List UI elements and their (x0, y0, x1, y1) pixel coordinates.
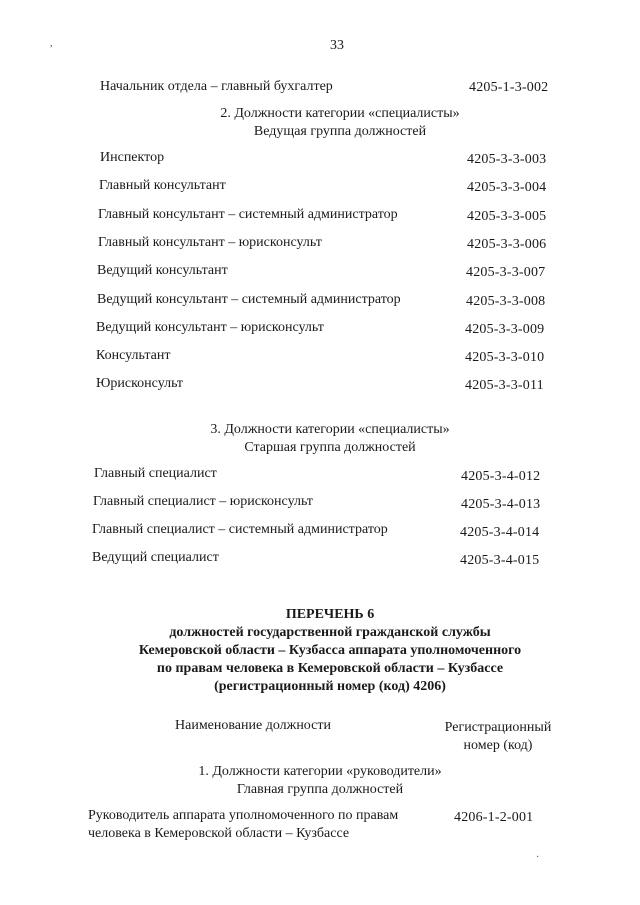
section-subheading: Ведущая группа должностей (253, 124, 427, 139)
section-heading: 3. Должности категории «специалисты» (210, 422, 450, 437)
page-number: 33 (330, 38, 344, 53)
list-title-line: по правам человека в Кемеровской области – Кузбассе (156, 661, 504, 676)
position-title: Главный специалист (94, 466, 217, 481)
position-code: 4205-3-3-008 (466, 294, 546, 309)
position-code: 4205-3-3-010 (465, 350, 545, 365)
scan-mark: , (50, 38, 53, 49)
position-code: 4205-3-4-015 (460, 553, 540, 568)
position-title: Главный специалист – системный администратор (92, 522, 388, 537)
position-title: Ведущий консультант (97, 263, 228, 278)
list-title-line: (регистрационный номер (код) 4206) (214, 679, 446, 694)
position-title: Ведущий консультант – юрисконсульт (96, 320, 324, 335)
list-title: ПЕРЕЧЕНЬ 6 (285, 607, 375, 622)
list-title-line: должностей государственной гражданской службы (169, 625, 491, 640)
position-title: Консультант (96, 348, 171, 363)
position-code: 4205-3-4-012 (461, 469, 541, 484)
position-code: 4205-3-3-005 (467, 209, 547, 224)
list-title-line: Кемеровской области – Кузбасса аппарата уполномоченного (138, 643, 522, 658)
position-code: 4205-3-3-009 (465, 322, 545, 337)
column-header-code-line: номер (код) (463, 738, 533, 753)
position-title: Главный специалист – юрисконсульт (93, 494, 313, 509)
position-title: Главный консультант – системный администратор (98, 207, 398, 222)
position-code: 4205-1-3-002 (469, 80, 549, 95)
section-subheading: Главная группа должностей (236, 782, 404, 797)
position-title: Юрисконсульт (96, 376, 184, 391)
position-code: 4205-3-4-013 (461, 497, 541, 512)
position-title: Инспектор (100, 150, 165, 165)
position-code: 4205-3-3-006 (467, 237, 547, 252)
section-subheading: Старшая группа должностей (244, 440, 416, 455)
column-header-name: Наименование должности (175, 718, 331, 733)
position-title: Главный консультант (99, 178, 226, 193)
position-code: 4206-1-2-001 (454, 810, 534, 825)
position-title: Ведущий специалист (92, 550, 219, 565)
position-title: Главный консультант – юрисконсульт (98, 235, 322, 250)
position-code: 4205-3-3-007 (466, 265, 546, 280)
position-code: 4205-3-3-004 (467, 180, 547, 195)
section-heading: 2. Должности категории «специалисты» (220, 106, 460, 121)
position-title: Руководитель аппарата уполномоченного по правам (88, 808, 399, 823)
scan-mark: · (536, 852, 540, 863)
position-code: 4205-3-3-003 (467, 152, 547, 167)
position-title-line: человека в Кемеровской области – Кузбассе (88, 826, 350, 841)
column-header-code: Регистрационный (444, 720, 552, 735)
position-title: Ведущий консультант – системный администратор (97, 292, 401, 307)
position-title: Начальник отдела – главный бухгалтер (100, 79, 333, 94)
position-code: 4205-3-3-011 (465, 378, 544, 393)
section-heading: 1. Должности категории «руководители» (198, 764, 442, 779)
position-code: 4205-3-4-014 (460, 525, 540, 540)
